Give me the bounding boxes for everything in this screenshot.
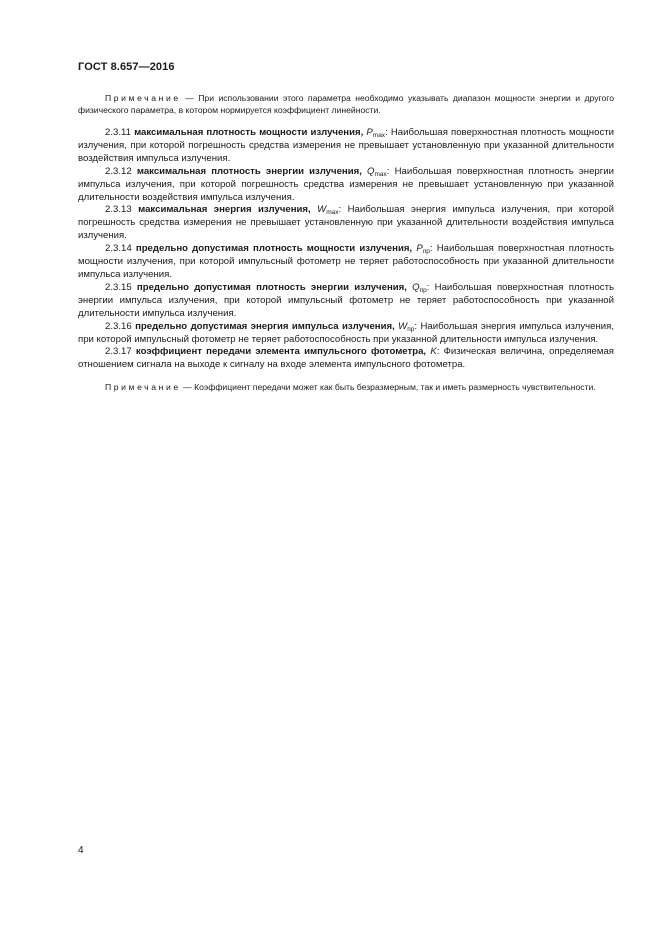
item-term: коэффициент передачи элемента импульсного фотометра, [135, 346, 427, 358]
item-number: 2.3.12 [105, 165, 132, 177]
item-term: предельно допустимая плотность мощности излучения, [135, 243, 413, 255]
definition-item [78, 204, 614, 243]
item-number: 2.3.13 [105, 204, 132, 216]
item-symbol: Q [367, 165, 375, 177]
document-header: ГОСТ 8.657—2016 [78, 61, 175, 73]
item-symbol-subscript: max [374, 170, 387, 178]
item-term: предельно допустимая энергия импульса излучения, [135, 320, 395, 332]
item-term: предельно допустимая плотность энергии излучения, [136, 281, 407, 293]
item-number: 2.3.16 [105, 320, 132, 332]
item-symbol: P [416, 243, 423, 255]
definition-item [78, 346, 614, 372]
item-symbol-subscript: max [372, 132, 386, 139]
note-label: Примечание [105, 93, 181, 103]
item-symbol: Q [412, 281, 420, 293]
item-definition: : Физическая величина, определяемая отношением сигнала на выходе к сигналу на входе элемента импульсного фотометра. [78, 346, 615, 371]
definition-item [78, 166, 614, 205]
item-number: 2.3.14 [105, 243, 132, 255]
item-definition: : Наибольшая поверхностная плотность энергии импульса излучения, при которой погрешность средства измерения не превышает установленную при указанной длительности воздействия импульса излучения. [78, 165, 614, 203]
definition-item [78, 282, 614, 321]
item-definition: : Наибольшая поверхностная плотность мощности излучения, при которой импульсный фотометр не теряет работоспособность при указанной длительности импульса излучения. [78, 243, 614, 280]
item-term: максимальная энергия излучения, [138, 204, 311, 216]
item-symbol: W [398, 320, 408, 332]
item-symbol-subscript: пр [419, 286, 427, 294]
note-text: — Коэффициент передачи может как быть безразмерным, так и иметь размерность чувствительности. [180, 382, 596, 393]
note-first [78, 92, 614, 116]
page-number: 4 [78, 845, 84, 856]
definitions-list [78, 127, 614, 372]
definition-item [78, 321, 614, 347]
item-symbol-subscript: пр [422, 248, 430, 256]
item-symbol: K [430, 346, 437, 358]
note-last [78, 381, 614, 393]
item-symbol: P [366, 127, 373, 138]
item-definition: : Наибольшая поверхностная плотность энергии импульса излучения, при которой импульсный фотометр не теряет работоспособность при указанной длительности импульса излучения. [78, 281, 614, 319]
item-number: 2.3.11 [105, 127, 131, 138]
item-term: максимальная плотность энергии излучения, [136, 165, 362, 177]
item-number: 2.3.15 [105, 281, 132, 293]
item-symbol-subscript: max [326, 209, 339, 217]
item-number: 2.3.17 [105, 346, 132, 358]
document-body [78, 92, 614, 393]
definition-item [78, 127, 614, 166]
item-symbol: W [317, 204, 327, 216]
item-term: максимальная плотность мощности излучения, [134, 127, 364, 138]
definition-item [78, 243, 614, 282]
note-label: Примечание [105, 382, 181, 393]
item-symbol-subscript: пр [407, 325, 415, 333]
item-definition: : Наибольшая поверхностная плотность мощности излучения, при которой погрешность средства измерения не превышает установленную при указанной длительности воздействия импульса излучения. [78, 127, 614, 164]
note-text: — При использовании этого параметра необходимо указывать диапазон мощности энергии и другого физического параметра, в котором нормируется коэффициент линейности. [78, 93, 614, 115]
item-definition: : Наибольшая энергия импульса излучения, при которой импульсный фотометр не теряет работоспособность при указанной длительности импульса излучения. [78, 320, 615, 345]
item-definition: : Наибольшая энергия импульса излучения, при которой погрешность средства измерения не превышает установленную при указанной длительности воздействия импульса излучения. [78, 204, 615, 242]
